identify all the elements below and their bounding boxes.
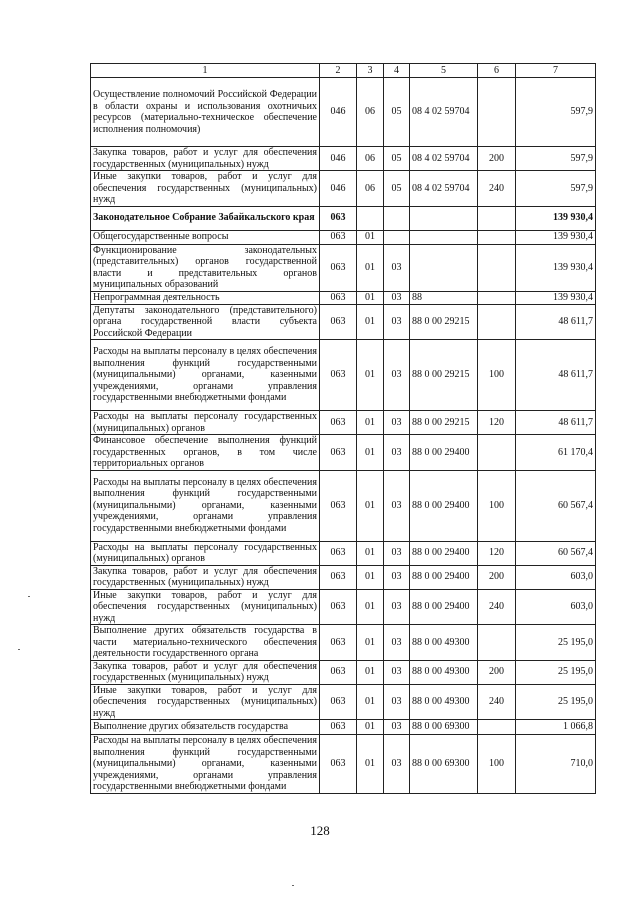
cell-expense-type: 120 <box>478 541 516 565</box>
cell-amount: 710,0 <box>516 735 596 794</box>
cell-expense-type <box>478 720 516 735</box>
cell-subsection <box>384 206 410 230</box>
column-header: 7 <box>516 64 596 78</box>
cell-subsection: 03 <box>384 304 410 340</box>
cell-subsection: 05 <box>384 171 410 207</box>
cell-expense-type: 120 <box>478 411 516 435</box>
cell-amount: 61 170,4 <box>516 435 596 471</box>
cell-name: Иные закупки товаров, работ и услуг для обеспечения государственных (муниципальных) нужд <box>91 171 320 207</box>
table-header-row <box>91 64 596 78</box>
cell-expense-type: 200 <box>478 147 516 171</box>
cell-name: Расходы на выплаты персоналу в целях обеспечения выполнения функций государственными (муниципальными) органами, казенными учреждениями, органами управления государственными внебюджетными фондами <box>91 735 320 794</box>
cell-ministry-code: 063 <box>320 411 357 435</box>
cell-name: Осуществление полномочий Российской Федерации в области охраны и использования охотничьих ресурсов (материально-техническое обеспечение исполнения полномочия) <box>91 78 320 147</box>
cell-expense-type <box>478 244 516 291</box>
cell-subsection: 03 <box>384 684 410 720</box>
cell-name: Функционирование законодательных (представительных) органов государственной власти и представительных органов муниципальных образований <box>91 244 320 291</box>
cell-subsection: 03 <box>384 411 410 435</box>
cell-section: 01 <box>357 340 384 411</box>
cell-name: Закупка товаров, работ и услуг для обеспечения государственных (муниципальных) нужд <box>91 147 320 171</box>
cell-subsection: 03 <box>384 589 410 625</box>
cell-target-article: 88 0 00 29400 <box>410 565 478 589</box>
cell-amount: 139 930,4 <box>516 244 596 291</box>
cell-ministry-code: 063 <box>320 565 357 589</box>
cell-target-article: 88 0 00 29400 <box>410 589 478 625</box>
budget-table <box>90 63 596 794</box>
cell-ministry-code: 063 <box>320 470 357 541</box>
cell-name: Непрограммная деятельность <box>91 291 320 304</box>
table-row <box>91 230 596 244</box>
cell-section: 01 <box>357 660 384 684</box>
table-row <box>91 684 596 720</box>
table-row <box>91 625 596 661</box>
cell-section: 01 <box>357 565 384 589</box>
cell-section: 01 <box>357 470 384 541</box>
cell-ministry-code: 063 <box>320 291 357 304</box>
table-row <box>91 589 596 625</box>
cell-target-article: 88 0 00 29400 <box>410 541 478 565</box>
cell-ministry-code: 063 <box>320 660 357 684</box>
cell-subsection: 03 <box>384 244 410 291</box>
cell-target-article: 08 4 02 59704 <box>410 171 478 207</box>
cell-expense-type: 240 <box>478 171 516 207</box>
cell-amount: 25 195,0 <box>516 625 596 661</box>
table-row <box>91 541 596 565</box>
table-row <box>91 435 596 471</box>
cell-amount: 603,0 <box>516 589 596 625</box>
cell-expense-type <box>478 206 516 230</box>
cell-name: Финансовое обеспечение выполнения функций государственных органов, в том числе территориальных органов <box>91 435 320 471</box>
cell-ministry-code: 063 <box>320 735 357 794</box>
cell-section: 01 <box>357 411 384 435</box>
cell-target-article: 88 0 00 49300 <box>410 625 478 661</box>
cell-name: Депутаты законодательного (представительного) органа государственной власти субъекта Российской Федерации <box>91 304 320 340</box>
cell-target-article <box>410 230 478 244</box>
table-row <box>91 735 596 794</box>
cell-expense-type <box>478 435 516 471</box>
cell-amount: 25 195,0 <box>516 660 596 684</box>
cell-expense-type: 100 <box>478 735 516 794</box>
column-header: 5 <box>410 64 478 78</box>
cell-subsection: 03 <box>384 541 410 565</box>
cell-amount: 25 195,0 <box>516 684 596 720</box>
cell-expense-type <box>478 304 516 340</box>
cell-expense-type <box>478 625 516 661</box>
cell-amount: 597,9 <box>516 147 596 171</box>
cell-section: 01 <box>357 684 384 720</box>
cell-section: 01 <box>357 291 384 304</box>
cell-ministry-code: 063 <box>320 340 357 411</box>
cell-target-article: 08 4 02 59704 <box>410 78 478 147</box>
table-row <box>91 660 596 684</box>
cell-expense-type <box>478 78 516 147</box>
table-row <box>91 470 596 541</box>
table-row <box>91 565 596 589</box>
cell-expense-type: 200 <box>478 660 516 684</box>
table-row <box>91 171 596 207</box>
cell-subsection <box>384 230 410 244</box>
cell-amount: 139 930,4 <box>516 230 596 244</box>
cell-name: Закупка товаров, работ и услуг для обеспечения государственных (муниципальных) нужд <box>91 565 320 589</box>
cell-ministry-code: 063 <box>320 244 357 291</box>
cell-amount: 60 567,4 <box>516 541 596 565</box>
cell-amount: 597,9 <box>516 171 596 207</box>
cell-ministry-code: 046 <box>320 171 357 207</box>
cell-subsection: 03 <box>384 470 410 541</box>
cell-subsection: 05 <box>384 78 410 147</box>
scan-speck <box>28 596 30 597</box>
cell-target-article: 88 0 00 29215 <box>410 411 478 435</box>
cell-subsection: 05 <box>384 147 410 171</box>
cell-amount: 48 611,7 <box>516 411 596 435</box>
cell-ministry-code: 046 <box>320 147 357 171</box>
cell-target-article: 88 0 00 29215 <box>410 304 478 340</box>
table-row <box>91 304 596 340</box>
cell-expense-type: 100 <box>478 340 516 411</box>
cell-section: 06 <box>357 171 384 207</box>
cell-expense-type: 200 <box>478 565 516 589</box>
scan-speck <box>292 885 294 886</box>
cell-name: Расходы на выплаты персоналу государственных (муниципальных) органов <box>91 541 320 565</box>
cell-ministry-code: 063 <box>320 304 357 340</box>
cell-subsection: 03 <box>384 735 410 794</box>
cell-target-article <box>410 206 478 230</box>
table-row <box>91 147 596 171</box>
cell-ministry-code: 063 <box>320 435 357 471</box>
cell-name: Выполнение других обязательств государства в части материально-технического обеспечения деятельности государственного органа <box>91 625 320 661</box>
column-header: 4 <box>384 64 410 78</box>
cell-target-article: 88 0 00 49300 <box>410 684 478 720</box>
cell-section: 06 <box>357 78 384 147</box>
cell-name: Иные закупки товаров, работ и услуг для обеспечения государственных (муниципальных) нужд <box>91 589 320 625</box>
cell-subsection: 03 <box>384 625 410 661</box>
table-row <box>91 291 596 304</box>
cell-target-article: 88 0 00 29400 <box>410 470 478 541</box>
table-row <box>91 340 596 411</box>
cell-amount: 1 066,8 <box>516 720 596 735</box>
cell-section: 01 <box>357 589 384 625</box>
cell-section: 01 <box>357 735 384 794</box>
cell-section <box>357 206 384 230</box>
cell-name: Выполнение других обязательств государства <box>91 720 320 735</box>
cell-section: 01 <box>357 244 384 291</box>
cell-expense-type <box>478 291 516 304</box>
cell-name: Расходы на выплаты персоналу в целях обеспечения выполнения функций государственными (муниципальными) органами, казенными учреждениями, органами управления государственными внебюджетными фондами <box>91 340 320 411</box>
cell-ministry-code: 063 <box>320 720 357 735</box>
cell-amount: 48 611,7 <box>516 304 596 340</box>
column-header: 2 <box>320 64 357 78</box>
table-row <box>91 244 596 291</box>
cell-target-article: 88 0 00 69300 <box>410 720 478 735</box>
cell-name: Расходы на выплаты персоналу государственных (муниципальных) органов <box>91 411 320 435</box>
cell-target-article: 08 4 02 59704 <box>410 147 478 171</box>
cell-section: 01 <box>357 625 384 661</box>
cell-amount: 597,9 <box>516 78 596 147</box>
cell-subsection: 03 <box>384 720 410 735</box>
cell-subsection: 03 <box>384 435 410 471</box>
cell-name: Общегосударственные вопросы <box>91 230 320 244</box>
cell-target-article: 88 0 00 49300 <box>410 660 478 684</box>
cell-ministry-code: 063 <box>320 625 357 661</box>
cell-target-article: 88 0 00 29215 <box>410 340 478 411</box>
cell-amount: 60 567,4 <box>516 470 596 541</box>
cell-expense-type: 100 <box>478 470 516 541</box>
cell-ministry-code: 063 <box>320 589 357 625</box>
cell-name: Законодательное Собрание Забайкальского края <box>91 206 320 230</box>
cell-subsection: 03 <box>384 291 410 304</box>
cell-section: 01 <box>357 435 384 471</box>
column-header: 3 <box>357 64 384 78</box>
cell-subsection: 03 <box>384 660 410 684</box>
column-header: 6 <box>478 64 516 78</box>
column-header: 1 <box>91 64 320 78</box>
cell-name: Закупка товаров, работ и услуг для обеспечения государственных (муниципальных) нужд <box>91 660 320 684</box>
cell-name: Расходы на выплаты персоналу в целях обеспечения выполнения функций государственными (муниципальными) органами, казенными учреждениями, органами управления государственными внебюджетными фондами <box>91 470 320 541</box>
cell-ministry-code: 063 <box>320 541 357 565</box>
cell-target-article: 88 0 00 29400 <box>410 435 478 471</box>
cell-name: Иные закупки товаров, работ и услуг для обеспечения государственных (муниципальных) нужд <box>91 684 320 720</box>
cell-ministry-code: 063 <box>320 206 357 230</box>
cell-ministry-code: 063 <box>320 230 357 244</box>
cell-section: 06 <box>357 147 384 171</box>
cell-amount: 139 930,4 <box>516 206 596 230</box>
cell-section: 01 <box>357 230 384 244</box>
cell-subsection: 03 <box>384 340 410 411</box>
cell-target-article <box>410 244 478 291</box>
table-row <box>91 411 596 435</box>
cell-ministry-code: 046 <box>320 78 357 147</box>
table-row <box>91 206 596 230</box>
cell-target-article: 88 0 00 69300 <box>410 735 478 794</box>
cell-section: 01 <box>357 541 384 565</box>
page-number: 128 <box>310 823 330 838</box>
cell-amount: 603,0 <box>516 565 596 589</box>
table-row <box>91 720 596 735</box>
cell-expense-type: 240 <box>478 684 516 720</box>
scan-speck <box>18 649 20 650</box>
cell-target-article: 88 <box>410 291 478 304</box>
cell-section: 01 <box>357 720 384 735</box>
cell-expense-type <box>478 230 516 244</box>
cell-subsection: 03 <box>384 565 410 589</box>
cell-amount: 48 611,7 <box>516 340 596 411</box>
cell-expense-type: 240 <box>478 589 516 625</box>
cell-ministry-code: 063 <box>320 684 357 720</box>
table-row <box>91 78 596 147</box>
cell-section: 01 <box>357 304 384 340</box>
cell-amount: 139 930,4 <box>516 291 596 304</box>
